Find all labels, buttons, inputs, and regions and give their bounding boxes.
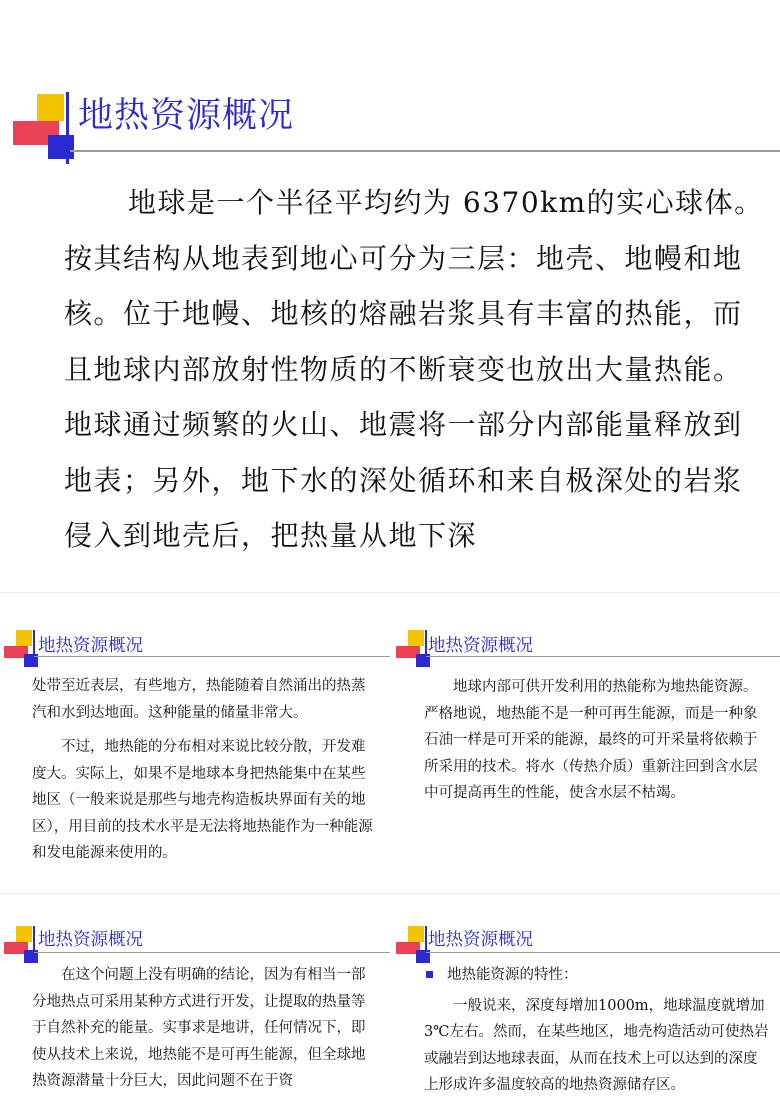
slide-divider [0, 893, 780, 894]
main-body-text: 地球是一个半径平均约为 6370km的实心球体。按其结构从地表到地心可分为三层：地壳、地幔和地核。位于地幔、地核的熔融岩浆具有丰富的热能，而且地球内部放射性物质的不断衰变也放出大量热能。地球通过频繁的火山、地震将一部分内部能量释放到地表；另外，地下水的深处循环和来自极深处的岩浆侵入到地壳后，把热量从地下深 [64, 186, 764, 552]
slide-title: 地热资源概况 [38, 636, 143, 656]
bullet-square-icon [426, 971, 433, 978]
bullet-item [420, 962, 770, 989]
slide-body [32, 673, 374, 867]
slide-title: 地热资源概况 [428, 930, 533, 950]
paragraph: 不过，地热能的分布相对来说比较分散，开发难度大。实际上，如果不是地球本身把热能集中在某些地区（一般来说是那些与地壳构造板块界面有关的地区），用目前的技术水平是无法将地热能作为一种能源和发电能源来使用的。 [32, 739, 373, 861]
paragraph: 地球内部可供开发利用的热能称为地热能资源。严格地说，地热能不是一种可再生能源，而是一种象石油一样是可开采的能源，最终的可开采量将依赖于所采用的技术。将水（传热介质）重新注回到含水层中可提高再生的性能，使含水层不枯竭。 [424, 679, 758, 801]
slide-title: 地热资源概况 [38, 930, 143, 950]
bullet-text: 地热能资源的特性： [447, 967, 578, 983]
slide-body [424, 674, 768, 807]
paragraph: 在这个问题上没有明确的结论，因为有相当一部分地热点可采用某种方式进行开发，让提取的热量等于自然补充的能量。实事求是地讲，任何情况下，即使从技术上来说，地热能不是可再生能源，但全球地热资源潜量十分巨大，因此问题不在于资 [32, 967, 366, 1089]
slide-divider [0, 592, 780, 593]
slide-title: 地热资源概况 [428, 636, 533, 656]
paragraph: 一般说来，深度每增加1000m，地球温度就增加 3℃左右。然而，在某些地区，地壳构造活动可使热岩或融岩到达地球表面，从而在技术上可以达到的深度上形成许多温度较高的地热资源储存区。 [424, 997, 769, 1093]
paragraph: 处带至近表层，有些地方，热能随着自然涌出的热蒸汽和水到达地面。这种能量的储量非常大。 [32, 678, 366, 721]
slide-body [420, 962, 770, 1099]
slide-top-right [390, 600, 780, 890]
page-title: 地热资源概况 [78, 96, 295, 136]
slide-bottom-left [0, 896, 390, 1102]
slide-top-left [0, 600, 390, 890]
slide-bottom-right [390, 896, 780, 1102]
slide-body [32, 962, 374, 1095]
